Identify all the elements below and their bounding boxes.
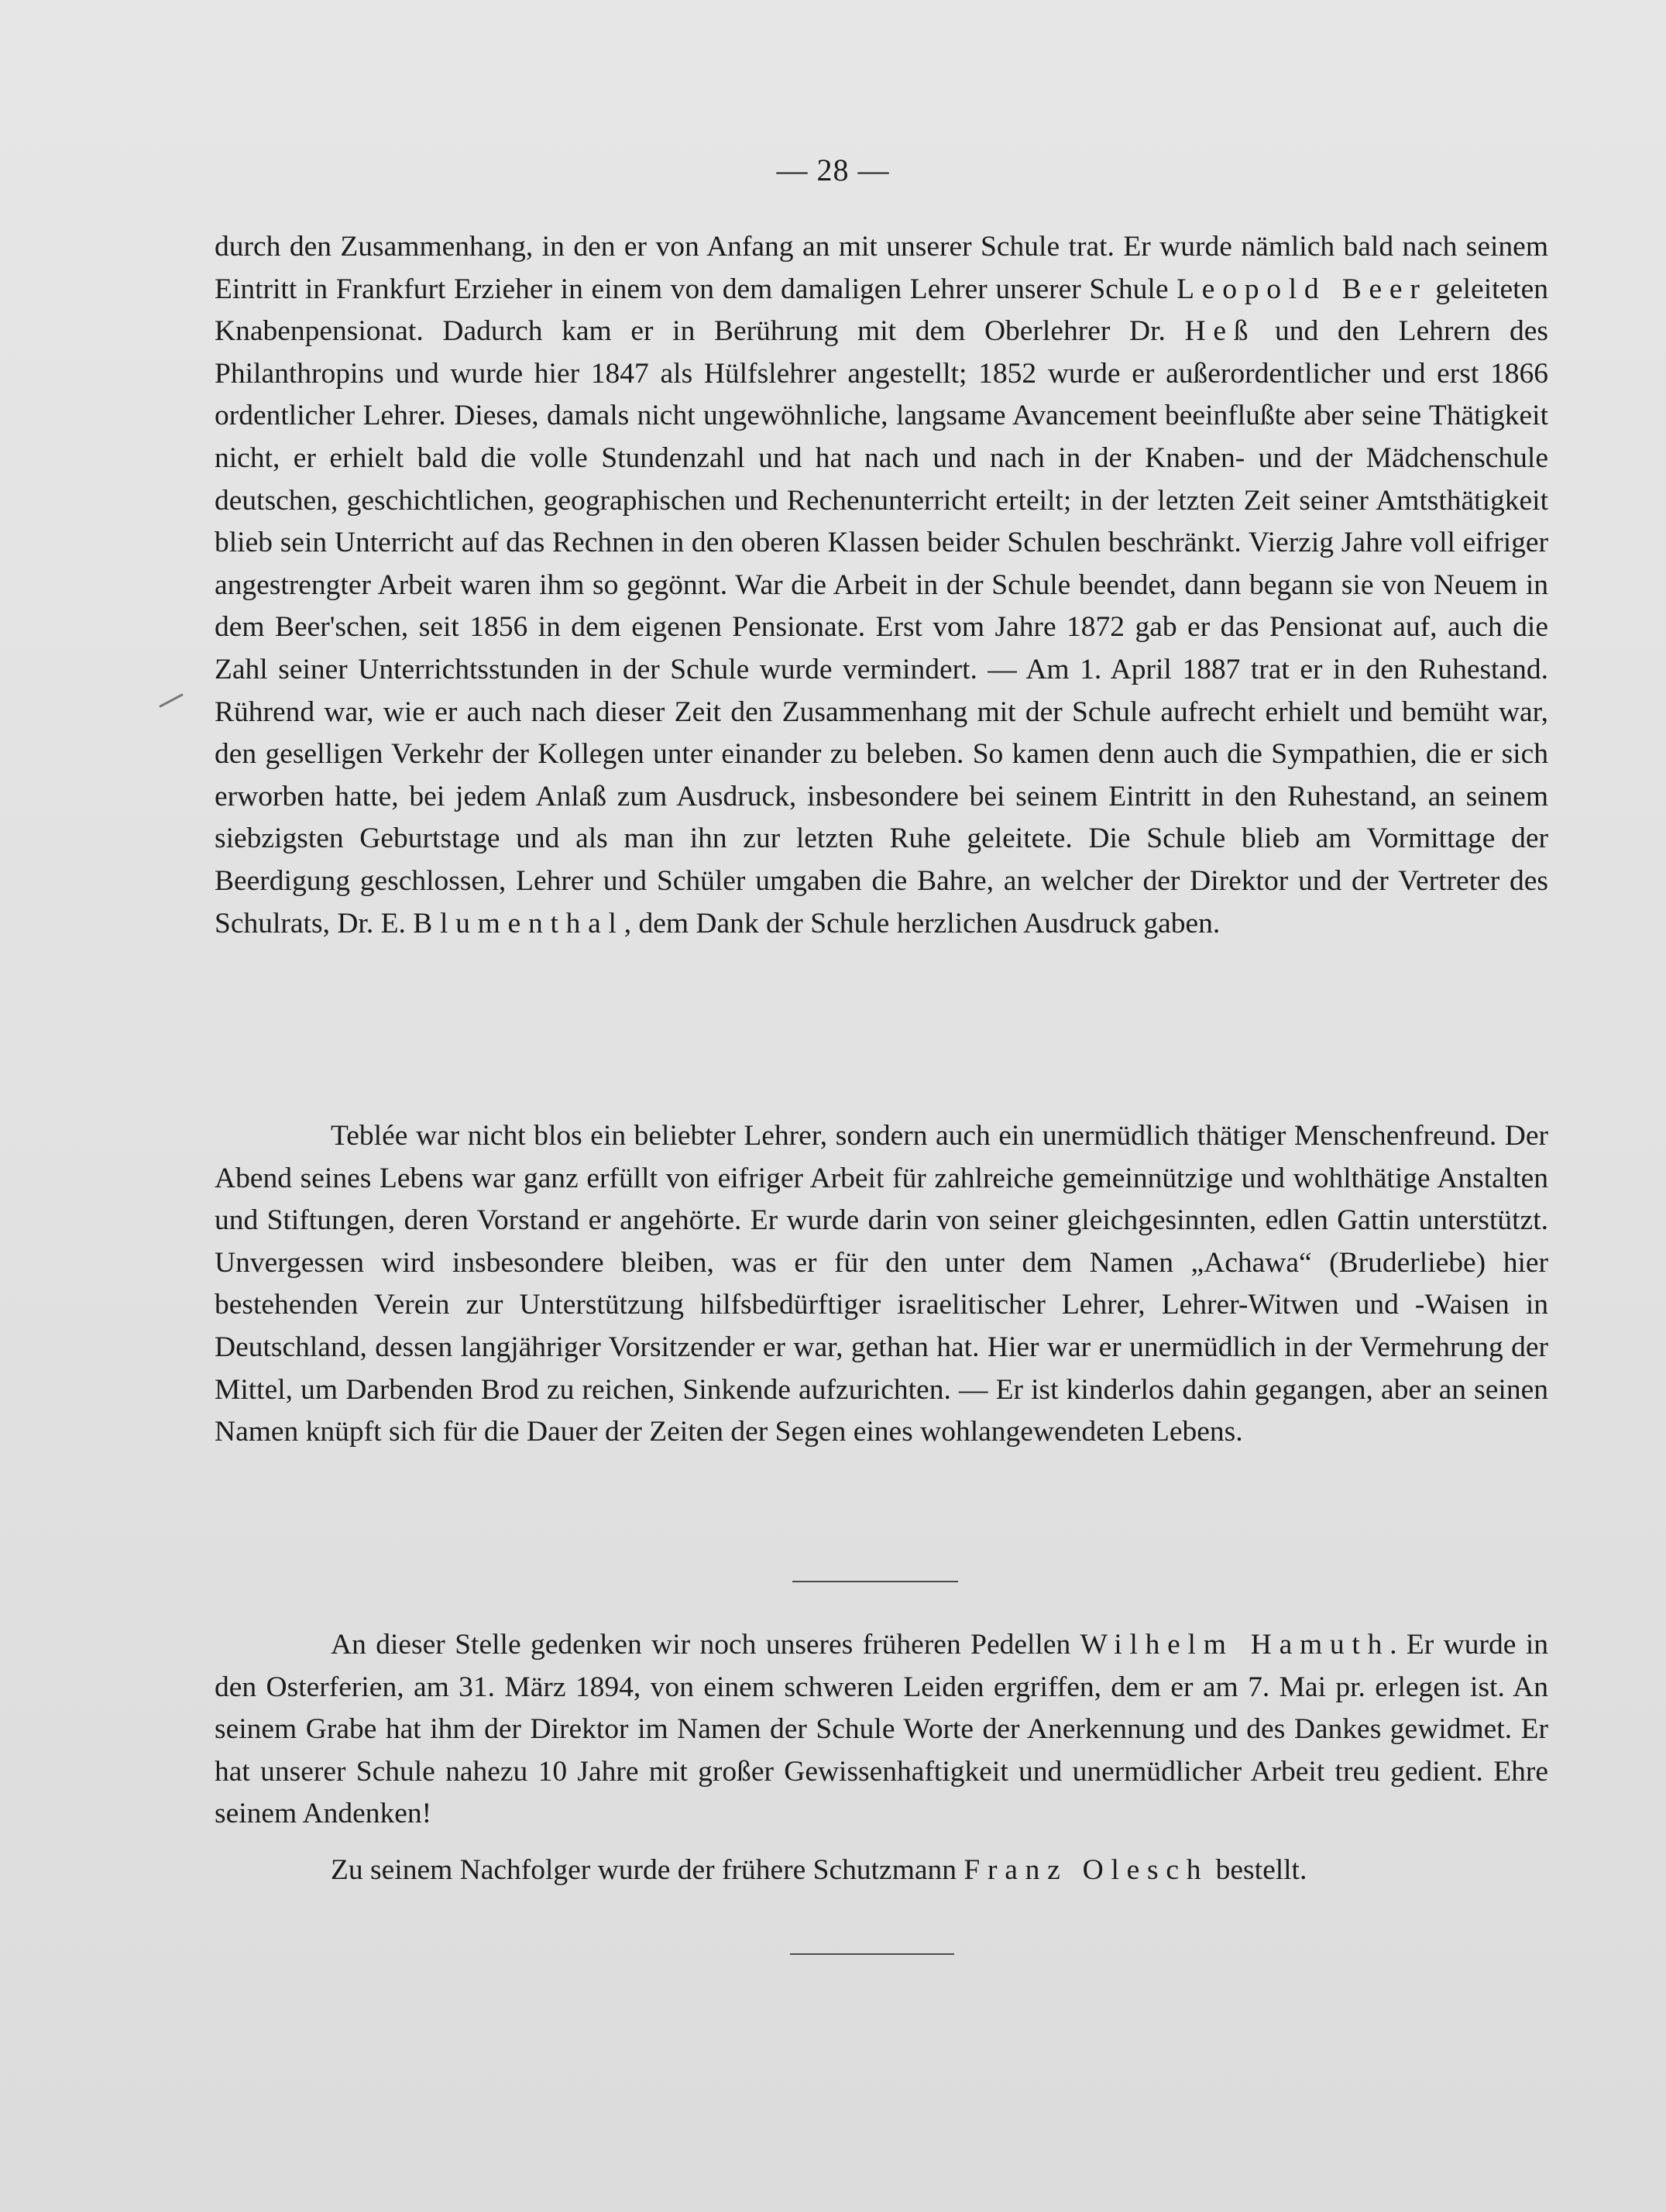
- paragraph-3-text-b: . Er wurde in den Osterferien, am 31. März 1894, von einem schweren Leiden ergriffen, dem er am 7. Mai pr. erlegen ist. An seinem Grabe hat ihm der Direktor im Namen der Schule Worte der Anerkennung und des Dankes gewidmet. Er hat unserer Schule nahezu 10 Jahre mit großer Gewissenhaftigkeit und unermüdlicher Arbeit treu gedient. Ehre seinem Andenken!: [215, 1629, 1549, 1830]
- person-name-wilhelm-hamuth: Wilhelm Hamuth: [1080, 1629, 1390, 1661]
- person-name-blumenthal: Blumenthal: [413, 907, 624, 939]
- paragraph-4: [215, 1850, 1548, 1892]
- paragraph-1-text-a: durch den Zusammenhang, in den er von Anfang an mit unserer Schule trat. Er wurde nämlich bald nach seinem Eintritt in Frankfurt Erzieher in einem von dem damaligen Lehrer unserer Schule: [215, 231, 1548, 305]
- paragraph-4-block: [215, 1850, 1548, 1892]
- section-divider-rule: [792, 1581, 958, 1582]
- person-name-leopold-beer: Leopold Beer: [1177, 273, 1427, 305]
- paragraph-3: [215, 1624, 1548, 1836]
- paragraph-1-text-d: , dem Dank der Schule herzlichen Ausdruck gaben.: [623, 907, 1221, 939]
- person-name-hess: Heß: [1184, 315, 1256, 348]
- paragraph-4-text-a: Zu seinem Nachfolger wurde der frühere Schutzmann: [331, 1854, 964, 1886]
- paragraph-1-text-b: geleiteten Knabenpensionat. Dadurch kam er in Berührung mit dem Oberlehrer Dr.: [215, 273, 1548, 348]
- paragraph-2-block: [215, 1115, 1548, 1454]
- end-divider-rule: [790, 1953, 954, 1955]
- paragraph-1-block: [215, 226, 1548, 945]
- paragraph-3-block: [215, 1624, 1548, 1836]
- paragraph-4-text-b: bestellt.: [1208, 1854, 1307, 1886]
- pencil-margin-mark: [159, 693, 183, 708]
- page-number: — 28 —: [776, 153, 890, 187]
- paragraph-3-text-a: An dieser Stelle gedenken wir noch unseres früheren Pedellen: [331, 1629, 1080, 1661]
- paragraph-2: Teblée war nicht blos ein beliebter Lehrer, sondern auch ein unermüdlich thätiger Menschenfreund. Der Abend seines Lebens war ganz erfüllt von eifriger Arbeit für zahlreiche gemeinnützige und wohlthätige Anstalten und Stiftungen, deren Vorstand er angehörte. Er wurde darin von seiner gleichgesinnten, edlen Gattin unterstützt. Unvergessen wird insbesondere bleiben, was er für den unter dem Namen „Achawa“ (Bruderliebe) hier bestehenden Verein zur Unterstützung hilfsbedürftiger israelitischer Lehrer, Lehrer-Witwen und -Waisen in Deutschland, dessen langjähriger Vorsitzender er war, gethan hat. Hier war er unermüdlich in der Vermehrung der Mittel, um Darbenden Brod zu reichen, Sinkende aufzurichten. — Er ist kinderlos dahin gegangen, aber an seinen Namen knüpft sich für die Dauer der Zeiten der Segen eines wohlangewendeten Lebens.: [215, 1120, 1548, 1448]
- paragraph-1: [215, 226, 1548, 945]
- paragraph-1-text-c: und den Lehrern des Philanthropins und wurde hier 1847 als Hülfslehrer angestellt; 1852 wurde er außerordentlicher und erst 1866 ordentlicher Lehrer. Dieses, damals nicht ungewöhnliche, langsame Avancement beeinflußte aber seine Thätigkeit nicht, er erhielt bald die volle Stundenzahl und hat nach und nach in der Knaben- und der Mädchenschule deutschen, geschichtlichen, geographischen und Rechenunterricht erteilt; in der letzten Zeit seiner Amtsthätigkeit blieb sein Unterricht auf das Rechnen in den oberen Klassen beider Schulen beschränkt. Vierzig Jahre voll eifriger angestrengter Arbeit waren ihm so gegönnt. War die Arbeit in der Schule beendet, dann begann sie von Neuem in dem Beer'schen, seit 1856 in dem eigenen Pensionate. Erst vom Jahre 1872 gab er das Pensionat auf, auch die Zahl seiner Unterrichtsstunden in der Schule wurde vermindert. — Am 1. April 1887 trat er in den Ruhestand. Rührend war, wie er auch nach dieser Zeit den Zusammenhang mit der Schule aufrecht erhielt und bemüht war, den geselligen Verkehr der Kollegen unter einander zu beleben. So kamen denn auch die Sympathien, die er sich erworben hatte, bei jedem Anlaß zum Ausdruck, insbesondere bei seinem Eintritt in den Ruhestand, an seinem siebzigsten Geburtstage und als man ihn zur letzten Ruhe geleitete. Die Schule blieb am Vormittage der Beerdigung geschlossen, Lehrer und Schüler umgaben die Bahre, an welcher der Direktor und der Vertreter des Schulrats, Dr. E.: [215, 315, 1548, 939]
- person-name-franz-olesch: Franz Olesch: [964, 1854, 1209, 1886]
